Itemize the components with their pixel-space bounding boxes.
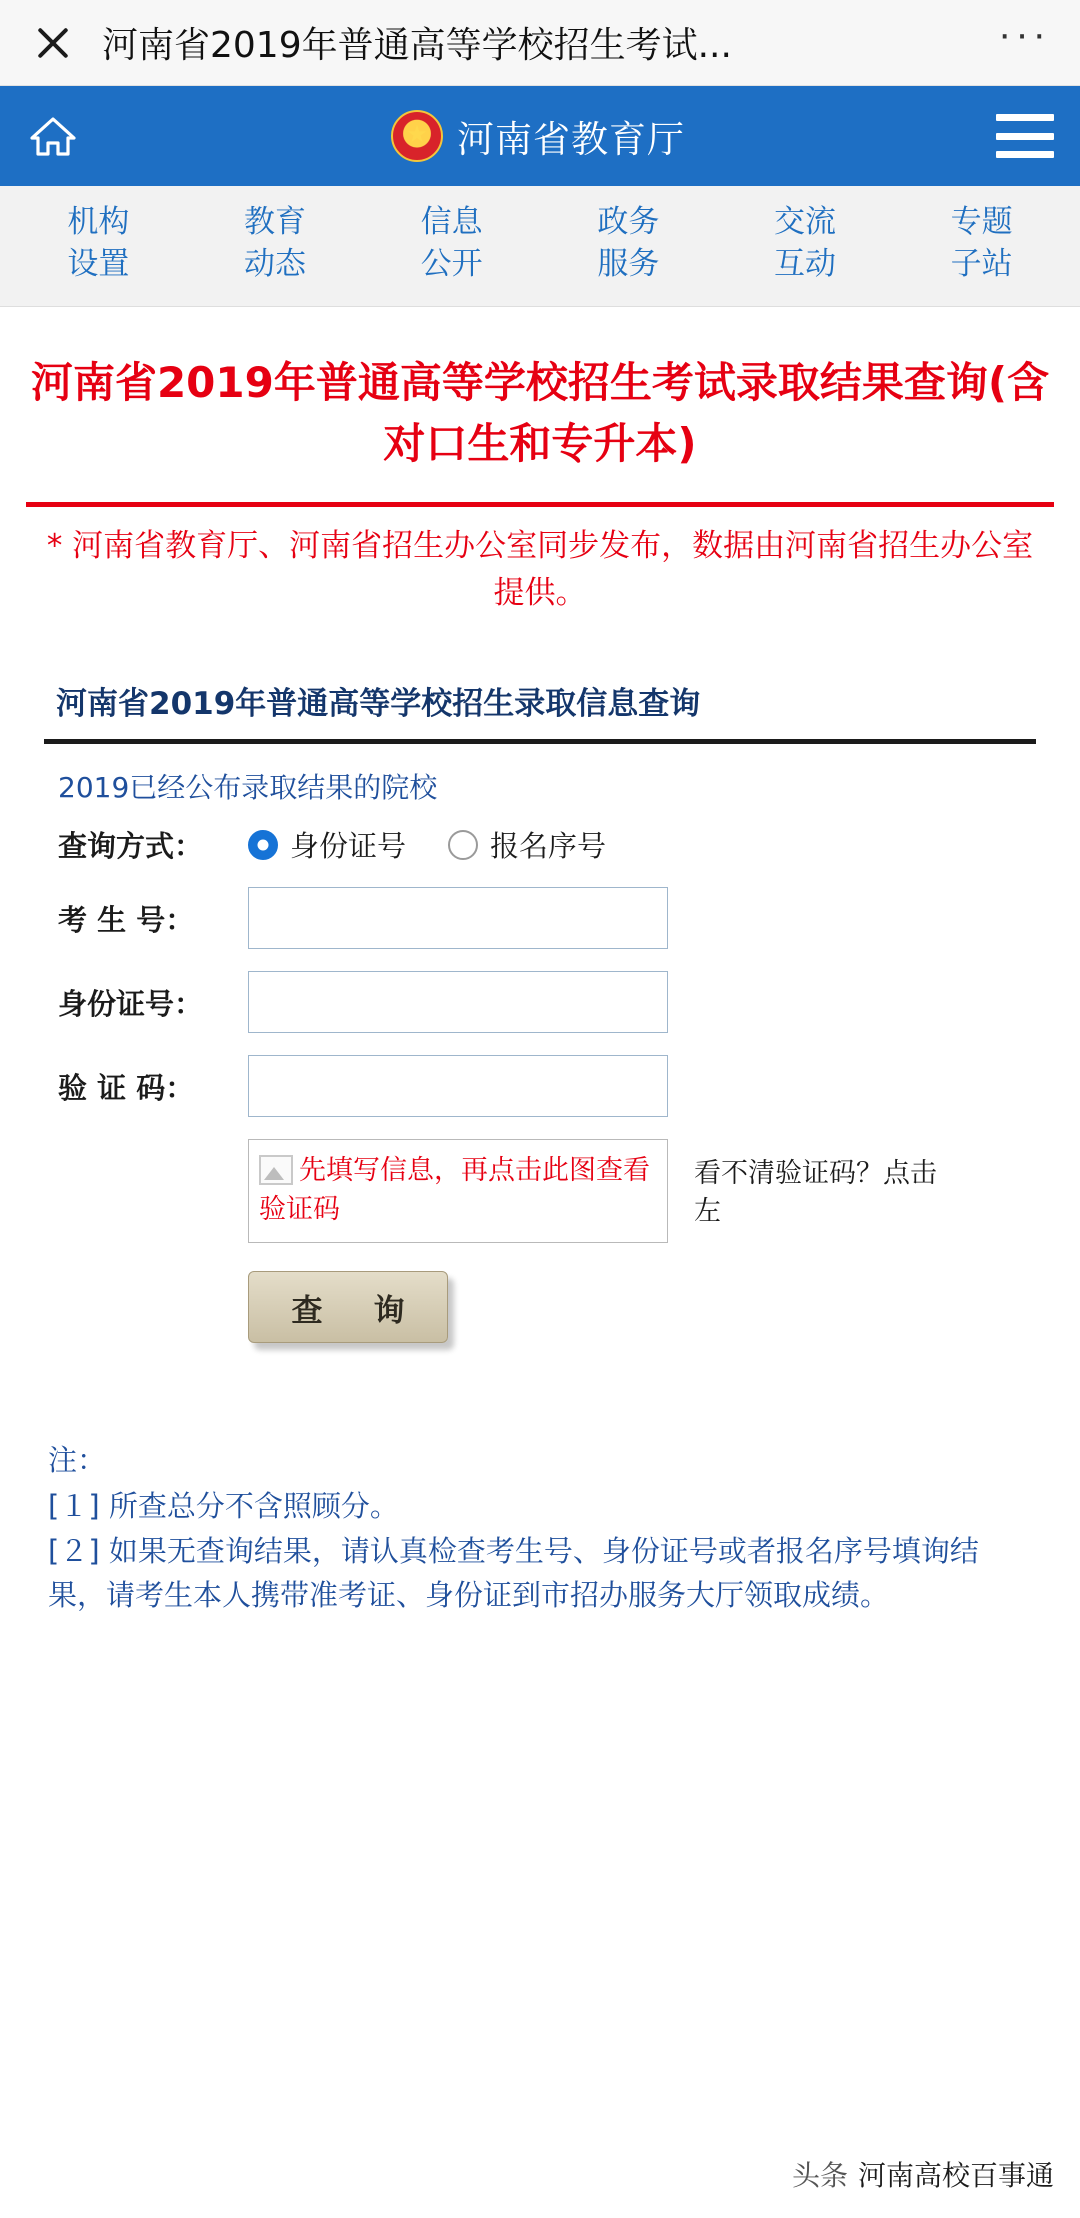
nav-item-line2: 设置 [67,245,130,282]
national-emblem-icon [391,110,443,162]
nav-item-line2: 公开 [420,245,483,282]
radio-id-number[interactable] [248,824,406,865]
submit-row [248,1271,1036,1343]
query-mode-label: 查询方式： [58,829,204,864]
nav-item-line2: 子站 [950,245,1013,282]
hamburger-icon[interactable] [996,114,1054,158]
captcha-image-box[interactable] [248,1139,668,1243]
nav-item-line2: 互动 [773,245,836,282]
nav-item-line2: 动态 [243,245,306,282]
captcha-row [58,1055,1036,1117]
nav-item-jigou-shezhi[interactable] [10,202,187,286]
nav-item-jiaoliu-hudong[interactable] [717,202,894,286]
id-number-label: 身份证号： [58,986,204,1021]
panel-subtitle: 2019已经公布录取结果的院校 [58,771,438,805]
notice-text: * 河南省教育厅、河南省招生办公室同步发布，数据由河南省招生办公室提供。 [46,528,1034,611]
exam-number-input[interactable] [248,887,668,949]
site-header [0,86,1080,186]
site-brand[interactable] [80,109,996,163]
nav-item-line1: 专题 [950,204,1013,240]
notes-heading: 注： [48,1443,107,1478]
broken-image-icon [259,1155,293,1185]
nav-item-xinxi-gongkai[interactable] [363,202,540,286]
notes-section [48,1439,1036,1617]
nav-item-line1: 教育 [243,204,306,240]
id-number-input[interactable] [248,971,668,1033]
nav-item-zhuanti-zizhan[interactable] [893,202,1070,286]
browser-top-bar [0,0,1080,86]
watermark-brand: 头条 [791,2159,848,2192]
query-submit-button[interactable]: 查 询 [248,1271,448,1343]
query-form [44,806,1036,1343]
radio-label: 报名序号 [490,829,607,864]
watermark [792,2154,1054,2194]
panel-title: 河南省2019年普通高等学校招生录取信息查询 [56,686,701,723]
nav-item-line2: 服务 [597,245,660,282]
captcha-image-row [248,1139,1036,1243]
exam-number-row [58,887,1036,949]
query-mode-row [58,824,1036,865]
note-line-2: [２] 如果无查询结果，请认真检查考生号、身份证号或者报名序号填询结果，请考生本人携带准考证、身份证到市招办服务大厅领取成绩。 [48,1534,979,1612]
primary-nav [0,186,1080,307]
nav-item-zhengwu-fuwu[interactable] [540,202,717,286]
more-options-icon[interactable]: ··· [998,11,1050,56]
note-line-1: [１] 所查总分不含照顾分。 [48,1488,399,1523]
watermark-name: 河南高校百事通 [857,2159,1054,2192]
close-icon[interactable] [30,20,76,66]
exam-number-label: 考 生 号： [58,902,195,937]
page-title: 河南省2019年普通高等学校招生考试录取结果查询(含对口生和专升本) [30,357,1050,468]
main-content [0,353,1080,1618]
nav-item-line1: 机构 [67,204,130,240]
title-divider [26,502,1054,507]
nav-item-line1: 政务 [597,204,660,240]
captcha-label: 验 证 码： [58,1070,195,1105]
radio-label: 身份证号 [290,829,407,864]
captcha-box-text: 先填写信息，再点击此图查看验证码 [259,1155,650,1225]
query-mode-radio-group [248,824,630,865]
query-panel [44,678,1036,1343]
site-brand-text: 河南省教育厅 [457,118,685,161]
captcha-hint-text: 看不清验证码？点击左 [694,1158,937,1228]
nav-item-line1: 信息 [420,204,483,240]
nav-item-jiaoyu-dongtai[interactable] [187,202,364,286]
captcha-input[interactable] [248,1055,668,1117]
radio-dot-icon [248,830,278,860]
radio-application-number[interactable] [448,824,606,865]
nav-item-line1: 交流 [773,204,836,240]
id-number-row [58,971,1036,1033]
radio-dot-icon [448,830,478,860]
home-icon[interactable] [26,109,80,163]
browser-page-title: 河南省2019年普通高等学校招生考试... [102,25,732,66]
